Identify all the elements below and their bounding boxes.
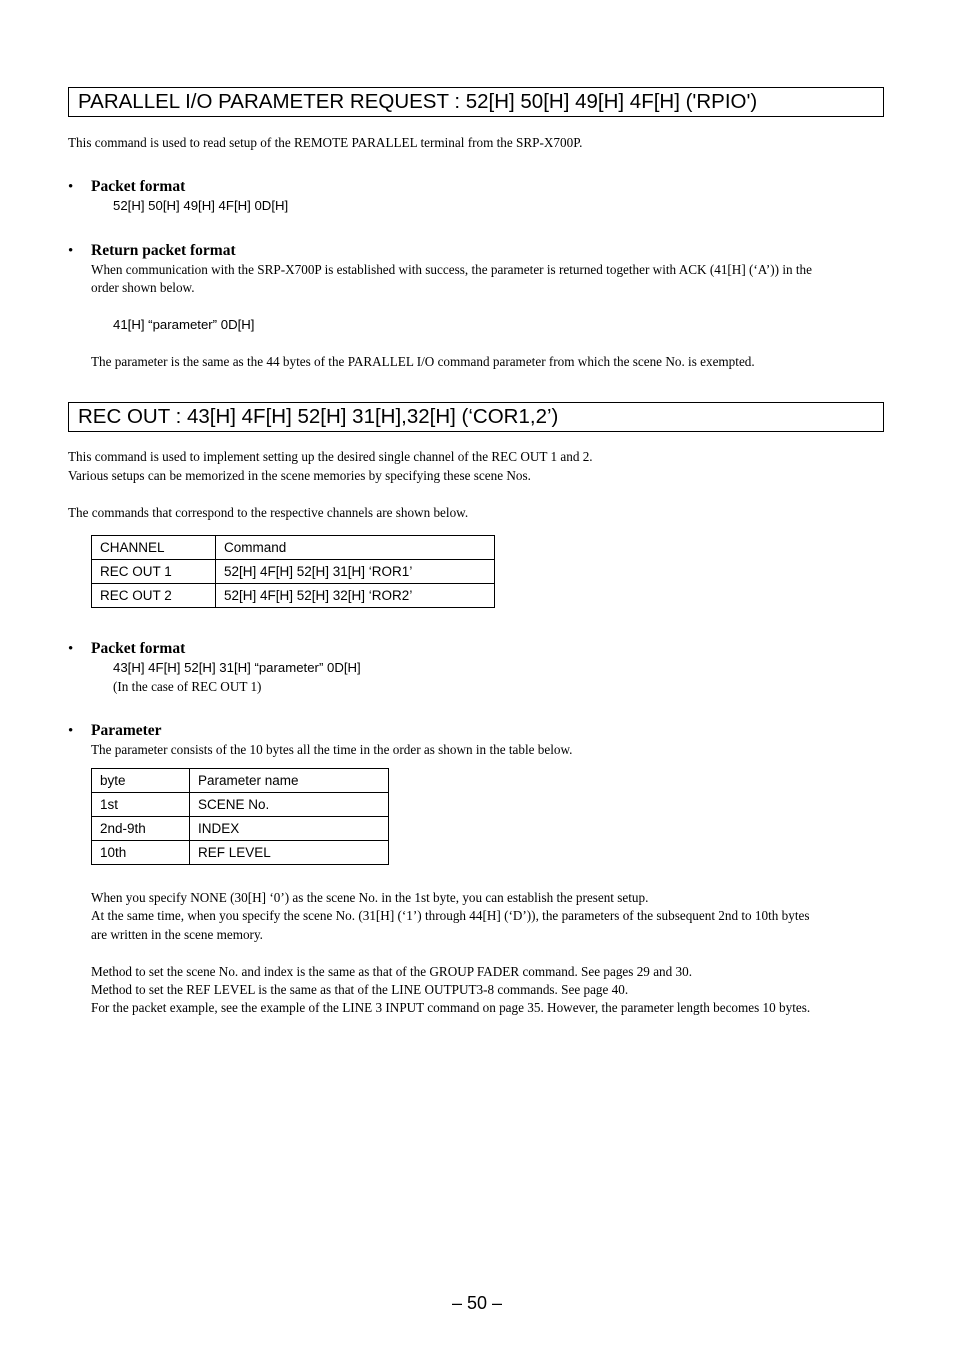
notes-p1-line3: are written in the scene memory. (91, 927, 263, 942)
table-cell: INDEX (190, 817, 389, 841)
table-header-row (92, 769, 389, 793)
packet-format-code: 52[H] 50[H] 49[H] 4F[H] 0D[H] (113, 198, 289, 213)
table-header-cell: CHANNEL (92, 536, 216, 560)
table-header-cell: Parameter name (190, 769, 389, 793)
table-cell: REF LEVEL (190, 841, 389, 865)
table-cell: 10th (92, 841, 190, 865)
bullet-icon: • (68, 723, 74, 739)
notes-p2-line3: For the packet example, see the example of the LINE 3 INPUT command on page 35. However, the parameter length becomes 10 bytes. (91, 1000, 811, 1015)
table-row (92, 841, 389, 865)
table-header-cell: byte (92, 769, 190, 793)
channels-intro: The commands that correspond to the respective channels are shown below. (68, 505, 469, 520)
table-header-cell: Command (216, 536, 495, 560)
return-packet-desc-line2: order shown below. (91, 280, 195, 295)
return-packet-desc-line1: When communication with the SRP-X700P is established with success, the parameter is returned together with ACK (41[H] (‘A’)) in the (91, 262, 813, 277)
table-row (92, 560, 495, 584)
section-title-parallel-io-request: PARALLEL I/O PARAMETER REQUEST : 52[H] 50[H] 49[H] 4F[H] ('RPIO') (68, 87, 884, 117)
bullet-icon: • (68, 641, 74, 657)
packet-format-heading: Packet format (91, 640, 186, 657)
notes-p1-line2: At the same time, when you specify the scene No. (31[H] (‘1’) through 44[H] (‘D’)), the parameters of the subsequent 2nd to 10th bytes (91, 908, 810, 923)
section-title-rec-out: REC OUT : 43[H] 4F[H] 52[H] 31[H],32[H] (‘COR1,2’) (68, 402, 884, 432)
page-number: – 50 – (451, 1293, 503, 1313)
notes-p2-line1: Method to set the scene No. and index is the same as that of the GROUP FADER command. See pages 29 and 30. (91, 964, 693, 979)
table-cell: REC OUT 2 (92, 584, 216, 608)
table-cell: 52[H] 4F[H] 52[H] 31[H] ‘ROR1’ (216, 560, 495, 584)
table-cell: 52[H] 4F[H] 52[H] 32[H] ‘ROR2’ (216, 584, 495, 608)
packet-format-heading: Packet format (91, 178, 186, 195)
parameter-table (91, 768, 389, 865)
table-header-row (92, 536, 495, 560)
notes-p2-line2: Method to set the REF LEVEL is the same as that of the LINE OUTPUT3-8 commands. See page 40. (91, 982, 629, 997)
packet-format-code: 43[H] 4F[H] 52[H] 31[H] “parameter” 0D[H] (113, 660, 361, 675)
table-row (92, 584, 495, 608)
return-packet-heading: Return packet format (91, 242, 236, 259)
parallel-io-intro: This command is used to read setup of the REMOTE PARALLEL terminal from the SRP-X700P. (68, 135, 583, 150)
table-row (92, 817, 389, 841)
table-cell: SCENE No. (190, 793, 389, 817)
rec-out-intro-line2: Various setups can be memorized in the scene memories by specifying these scene Nos. (68, 468, 531, 483)
parameter-heading: Parameter (91, 722, 162, 739)
packet-format-note: (In the case of REC OUT 1) (113, 679, 262, 694)
bullet-icon: • (68, 179, 74, 195)
table-row (92, 793, 389, 817)
notes-p1-line1: When you specify NONE (30[H] ‘0’) as the scene No. in the 1st byte, you can establish the present setup. (91, 890, 649, 905)
parameter-desc: The parameter consists of the 10 bytes all the time in the order as shown in the table below. (91, 742, 573, 757)
rec-out-intro-line1: This command is used to implement setting up the desired single channel of the REC OUT 1 and 2. (68, 449, 593, 464)
table-cell: 2nd-9th (92, 817, 190, 841)
table-cell: REC OUT 1 (92, 560, 216, 584)
return-packet-code: 41[H] “parameter” 0D[H] (113, 317, 255, 332)
bullet-icon: • (68, 243, 74, 259)
channel-table (91, 535, 495, 608)
return-packet-note: The parameter is the same as the 44 bytes of the PARALLEL I/O command parameter from which the scene No. is exempted. (91, 354, 755, 369)
table-cell: 1st (92, 793, 190, 817)
